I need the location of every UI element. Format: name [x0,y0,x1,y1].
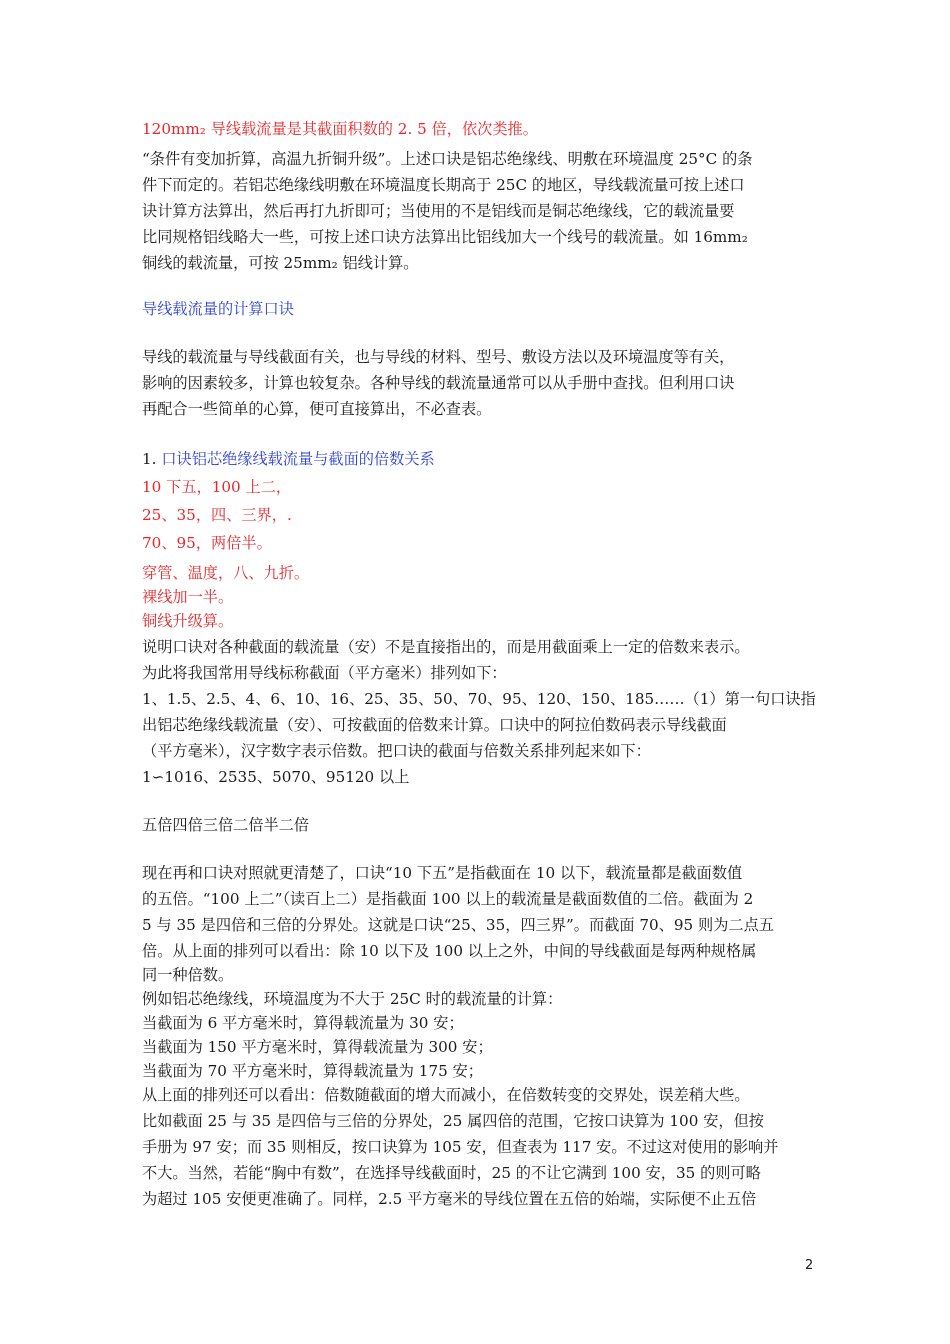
text-line: 导线的载流量与导线截面有关，也与导线的材料、型号、敷设方法以及环境温度等有关， [142,348,735,366]
text-line: 导线载流量的计算口诀 [142,300,294,318]
text-line: 影响的因素较多，计算也较复杂。各种导线的载流量通常可以从手册中查找。但利用口诀 [142,374,735,392]
text-line: （平方毫米），汉字数字表示倍数。把口诀的截面与倍数关系排列起来如下： [142,742,651,760]
text-line: 铜线升级算。 [142,612,234,630]
text-line: 穿管、温度，八、九折。 [142,564,310,582]
text-line: 说明口诀对各种截面的载流量（安）不是直接指出的，而是用截面乘上一定的倍数来表示。 [142,638,750,656]
text-line: 出铝芯绝缘线载流量（安）、可按截面的倍数来计算。口诀中的阿拉伯数码表示导线截面 [142,716,727,734]
text-line: 件下而定的。若铝芯绝缘线明敷在环境温度长期高于 25C 的地区，导线载流量可按上述口 [142,176,745,194]
text-line: 为超过 105 安便更准确了。同样，2.5 平方毫米的导线位置在五倍的始端，实际便不止五倍 [142,1190,757,1208]
text-line: 5 与 35 是四倍和三倍的分界处。这就是口诀“25、35，四三界”。而截面 70、95 则为二点五 [142,916,774,934]
text-line: 1、1.5、2.5、4、6、10、16、25、35、50、70、95、120、150、185……（1）第一句口诀指 [142,690,816,708]
text-line: 铜线的载流量，可按 25mm₂ 铝线计算。 [142,254,419,272]
page-number: 2 [805,1258,814,1273]
text-line: 例如铝芯绝缘线，环境温度为不大于 25C 时的载流量的计算： [142,990,563,1008]
text-line: 裸线加一半。 [142,588,234,606]
text-line: “条件有变加折算，高温九折铜升级”。上述口诀是铝芯绝缘线、明敷在环境温度 25°C 的条 [142,150,753,168]
text-line: 不大。当然，若能“胸中有数”，在选择导线截面时，25 的不让它满到 100 安，35 的则可略 [142,1164,761,1182]
text-line: 1∽1016、2535、5070、95120 以上 [142,768,410,786]
text-line: 当截面为 6 平方毫米时，算得载流量为 30 安； [142,1014,464,1032]
text-line: 比同规格铝线略大一些，可按上述口诀方法算出比铝线加大一个线号的载流量。如 16mm₂ [142,228,748,246]
text-line: 的五倍。“100 上二”（读百上二）是指截面 100 以上的载流量是截面数值的二倍。截面为 2 [142,890,754,908]
text-line: 25、35，四、三界，. [142,506,292,524]
text-line: 为此将我国常用导线标称截面（平方毫米）排列如下： [142,664,507,682]
text-line: 手册为 97 安；而 35 则相反，按口诀算为 105 安，但查表为 117 安。不过这对使用的影响并 [142,1138,779,1156]
text-line: 120mm₂ 导线载流量是其截面积数的 2. 5 倍，依次类推。 [142,120,538,138]
text-line: 现在再和口诀对照就更清楚了，口诀“10 下五”是指截面在 10 以下，载流量都是截面数值 [142,864,743,882]
list-number: 1. [142,450,162,468]
text-line: 比如截面 25 与 35 是四倍与三倍的分界处，25 属四倍的范围，它按口诀算为 100 安，但按 [142,1112,764,1130]
text-line: 再配合一些简单的心算，便可直接算出，不必查表。 [142,400,492,418]
text-line: 当截面为 150 平方毫米时，算得载流量为 300 安； [142,1038,493,1056]
text-line: 10 下五，100 上二， [142,478,292,496]
text-line [142,446,435,472]
text-line: 70、95，两倍半。 [142,534,272,552]
text-line: 诀计算方法算出，然后再打九折即可；当使用的不是铝线而是铜芯绝缘线，它的载流量要 [142,202,735,220]
text-line: 同一种倍数。 [142,966,234,984]
section-heading: 口诀铝芯绝缘线载流量与截面的倍数关系 [161,450,435,468]
text-line: 从上面的排列还可以看出：倍数随截面的增大而减小，在倍数转变的交界处，误差稍大些。 [142,1086,750,1104]
text-line: 五倍四倍三倍二倍半二倍 [142,816,310,834]
text-line: 倍。从上面的排列可以看出：除 10 以下及 100 以上之外，中间的导线截面是每两种规格属 [142,942,757,960]
text-line: 当截面为 70 平方毫米时，算得载流量为 175 安； [142,1062,483,1080]
